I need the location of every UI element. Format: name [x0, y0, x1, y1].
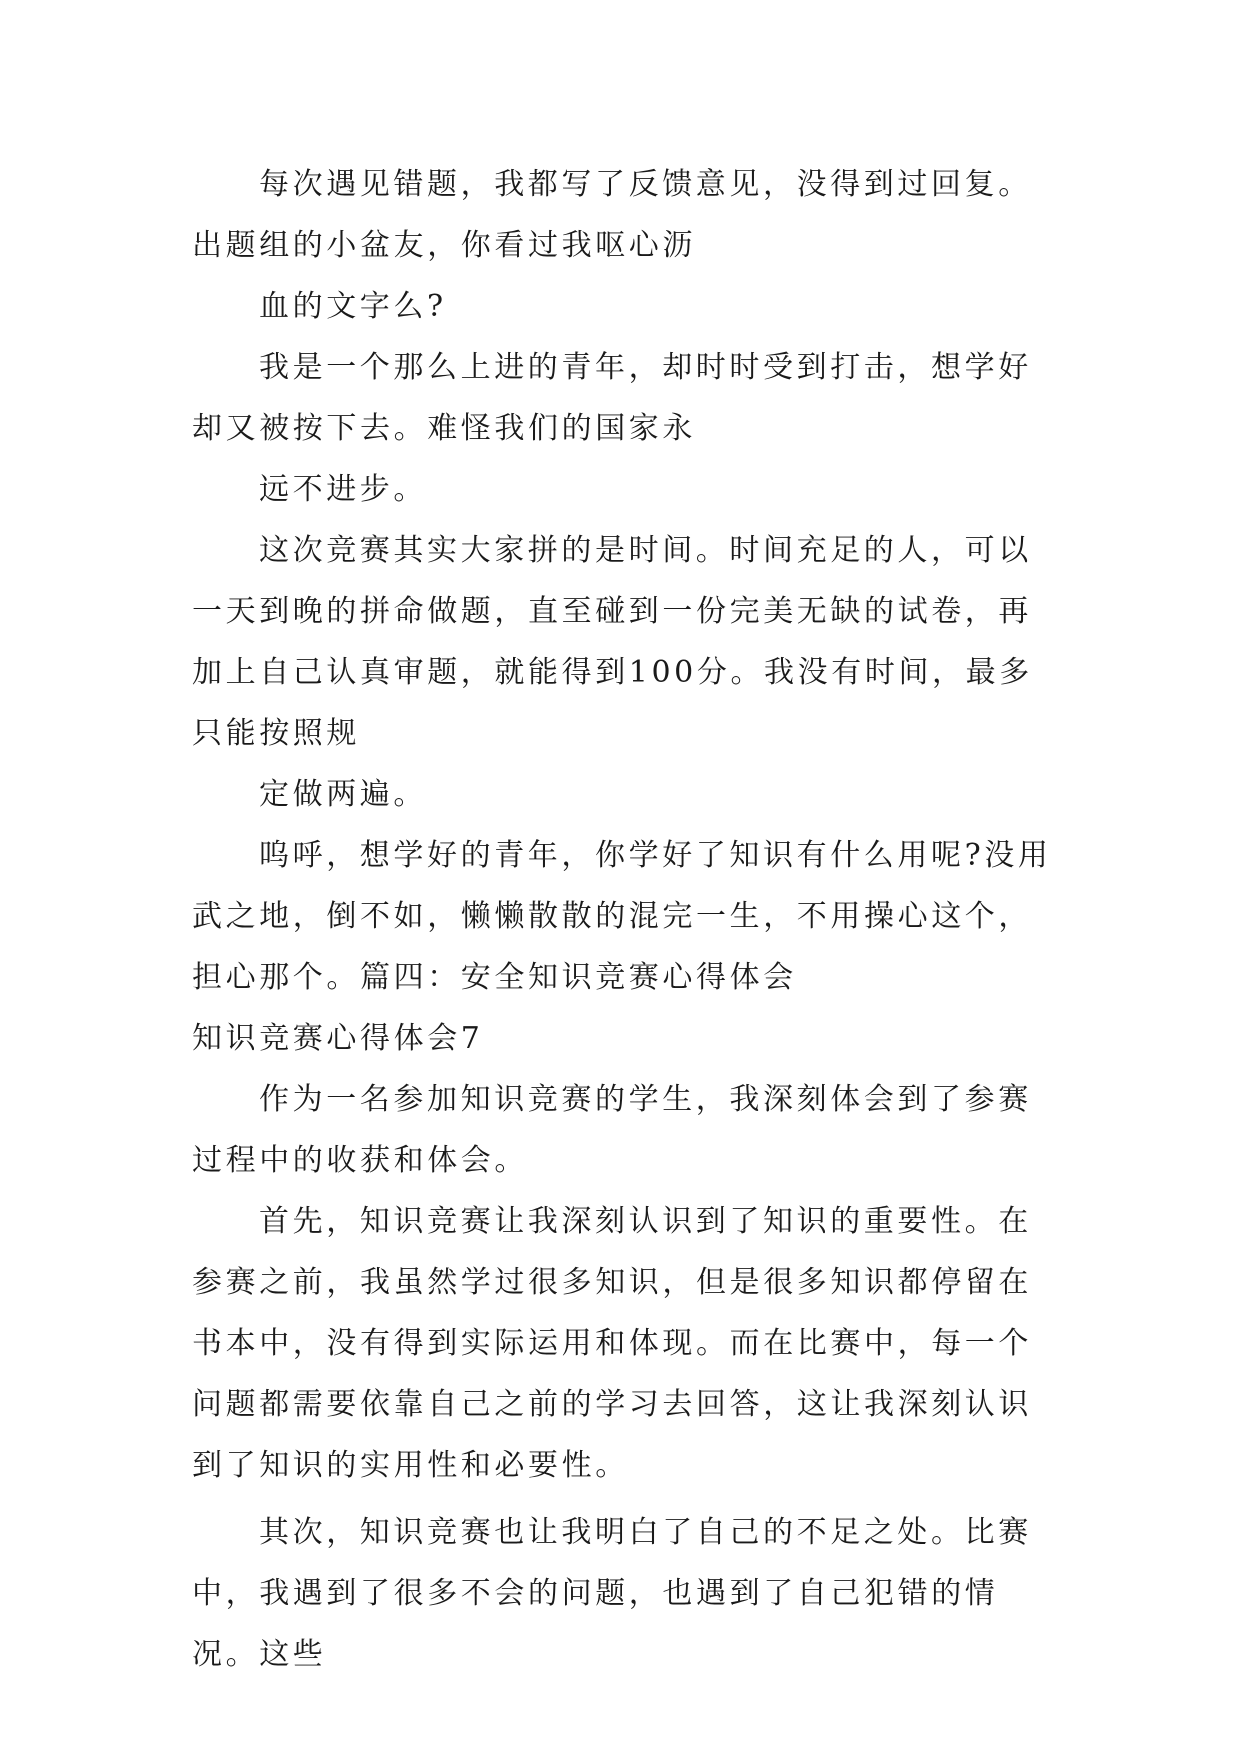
paragraph-feedback-cont: 血的文字么?: [259, 289, 447, 324]
paragraph-time-cont: 定做两遍。: [259, 777, 427, 812]
paragraph-alas: 呜呼，想学好的青年，你学好了知识有什么用呢?没用武之地，倒不如，懒懒散散的混完一生，不用操心这个，担心那个。篇四：安全知识竞赛心得体会: [192, 838, 1052, 995]
paragraph-second: 其次，知识竞赛也让我明白了自己的不足之处。比赛中，我遇到了很多不会的问题，也遇到了自己犯错的情况。这些: [192, 1515, 1032, 1672]
paragraph-intro: 作为一名参加知识竞赛的学生，我深刻体会到了参赛过程中的收获和体会。: [192, 1082, 1032, 1178]
paragraph-first: 首先，知识竞赛让我深刻认识到了知识的重要性。在参赛之前，我虽然学过很多知识，但是很多知识都停留在书本中，没有得到实际运用和体现。而在比赛中，每一个问题都需要依靠自己之前的学习去回答，这让我深刻认识到了知识的实用性和必要性。: [192, 1204, 1032, 1483]
section-heading: 知识竞赛心得体会7: [192, 1021, 484, 1056]
document-page: [192, 154, 1052, 1685]
paragraph-time: 这次竞赛其实大家拼的是时间。时间充足的人，可以一天到晚的拼命做题，直至碰到一份完美无缺的试卷，再加上自己认真审题，就能得到100分。我没有时间，最多只能按照规: [192, 533, 1033, 751]
paragraph-youth-cont: 远不进步。: [259, 472, 427, 507]
paragraph-feedback: 每次遇见错题，我都写了反馈意见，没得到过回复。出题组的小盆友，你看过我呕心沥: [192, 167, 1032, 263]
paragraph-youth: 我是一个那么上进的青年，却时时受到打击，想学好却又被按下去。难怪我们的国家永: [192, 350, 1032, 446]
